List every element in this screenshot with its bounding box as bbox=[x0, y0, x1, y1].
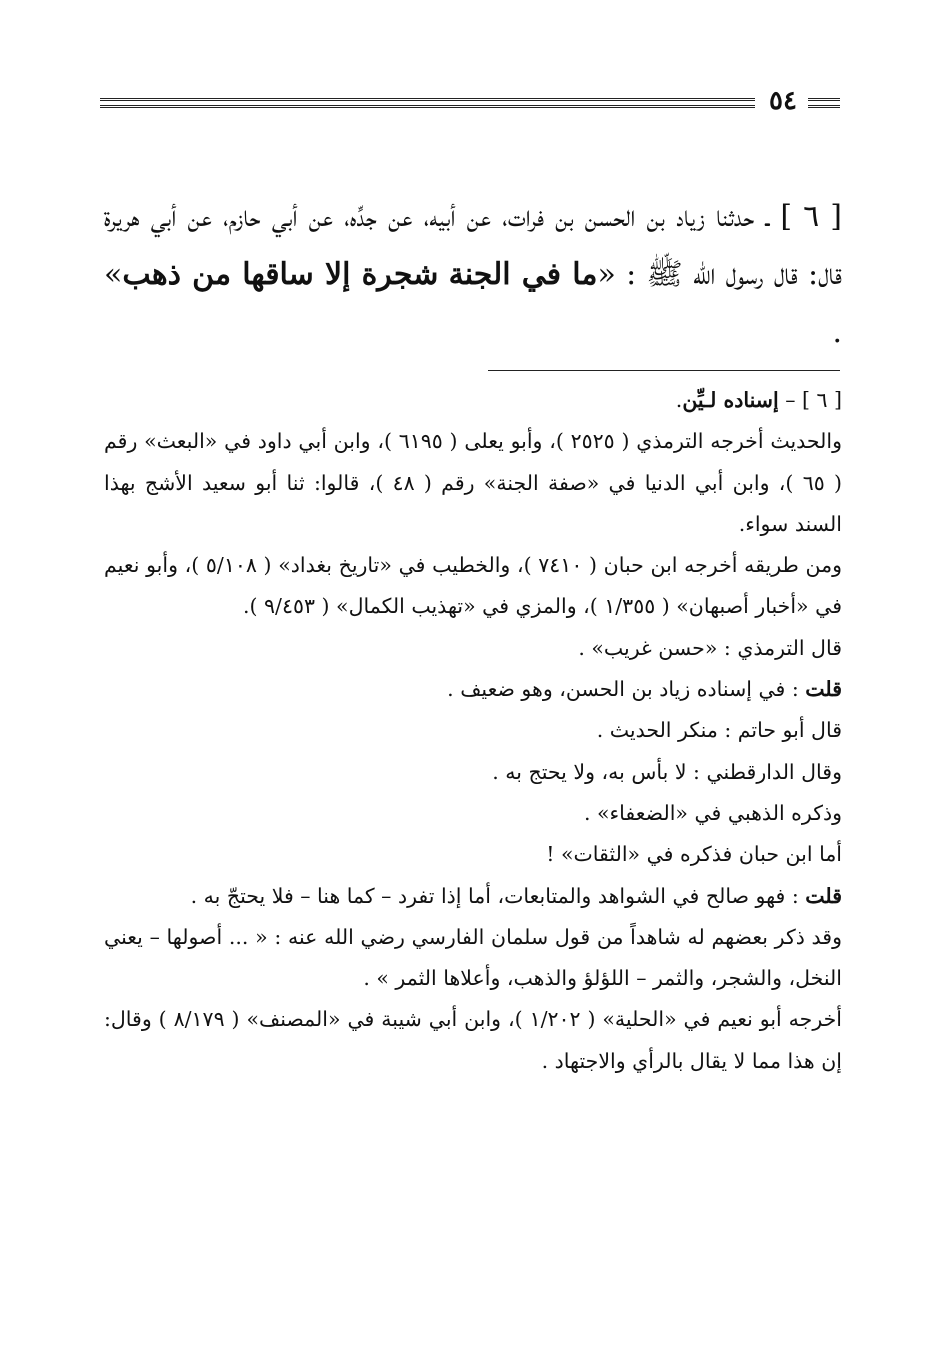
footnote-verdict: إسناده لـيِّن bbox=[682, 388, 779, 412]
footnote-paragraph: قال الترمذي : «حسن غريب» . bbox=[578, 635, 842, 660]
page-header bbox=[100, 86, 840, 122]
footnote-paragraph: قال أبو حاتم : منكر الحديث . bbox=[596, 718, 842, 743]
footnote-paragraph bbox=[104, 669, 842, 710]
hadith-line-2: أبي حازم، عن أبي هريرة قال: قال رسول الله ﷺ : « bbox=[104, 199, 843, 292]
footnotes bbox=[104, 380, 842, 1082]
page-number: ٥٤ bbox=[769, 86, 797, 116]
qultu-label: قلت bbox=[805, 883, 842, 908]
footnote-title-end: . bbox=[675, 388, 683, 412]
footnote-paragraph: وقال الدارقطني : لا بأس به، ولا يحتج به . bbox=[492, 759, 842, 784]
footnote-paragraph: والحديث أخرجه الترمذي ( ٢٥٢٥ )، وأبو يعلى ( ٦١٩٥ )، وابن أبي داود في «البعث» رقم ( ٦٥ )، وابن أبي الدنيا في «صفة الجنة» رقم ( ٤٨ )، قالوا: ثنا أبو سعيد الأشج بهذا السند سواء. bbox=[104, 429, 842, 536]
footnote-title bbox=[104, 380, 842, 421]
footnote-text: : فهو صالح في الشواهد والمتابعات، أما إذا تفرد – كما هنا – فلا يحتجّ به . bbox=[190, 883, 806, 908]
footnote-paragraph: أخرجه أبو نعيم في «الحلية» ( ١/٢٠٢ )، وابن أبي شيبة في «المصنف» ( ٨/١٧٩ ) وقال: إن هذا مما لا يقال بالرأي والاجتهاد . bbox=[104, 1007, 842, 1073]
hadith-matn-start: ما في الجنة bbox=[448, 257, 598, 292]
footnote-text: : في إسناده زياد بن الحسن، وهو ضعيف . bbox=[447, 677, 806, 702]
hadith-closing: » . bbox=[104, 257, 842, 350]
footnote-paragraph bbox=[104, 876, 842, 917]
footnote-paragraph: وقد ذكر بعضهم له شاهداً من قول سلمان الفارسي رضي الله عنه : « ... أصولها – يعني النخل، والشجر، والثمر – اللؤلؤ والذهب، وأعلاها الثمر » . bbox=[104, 924, 842, 991]
footnote-separator bbox=[488, 370, 840, 371]
footnote-paragraph: أما ابن حبان فذكره في «الثقات» ! bbox=[546, 842, 842, 867]
qultu-label: قلت bbox=[805, 677, 842, 702]
header-rule-short bbox=[808, 98, 840, 108]
header-rule bbox=[100, 98, 755, 108]
hadith-matn-end: شجرة إلا ساقها من ذهب bbox=[122, 257, 439, 292]
hadith-line-1: [ ٦ ] ـ حدثنا زياد بن الحسن بن فرات، عن أبيه، عن جدِّه، عن bbox=[308, 199, 843, 234]
footnote-number: [ ٦ ] – bbox=[778, 388, 842, 412]
footnote-paragraph: وذكره الذهبي في «الضعفاء» . bbox=[583, 800, 842, 825]
footnote-paragraph: ومن طريقه أخرجه ابن حبان ( ٧٤١٠ )، والخطيب في «تاريخ بغداد» ( ٥/١٠٨ )، وأبو نعيم في «أخبار أصبهان» ( ١/٣٥٥ )، والمزي في «تهذيب الكمال» ( ٩/٤٥٣ ). bbox=[104, 553, 842, 619]
hadith-text bbox=[104, 188, 842, 362]
